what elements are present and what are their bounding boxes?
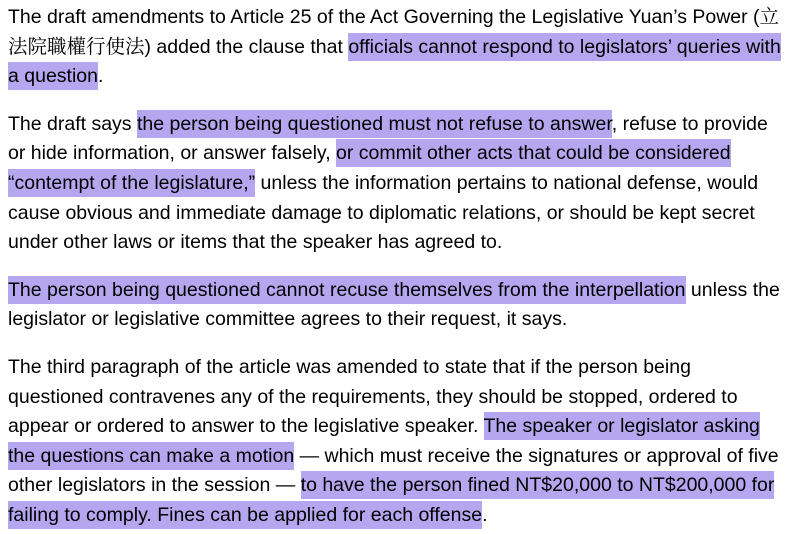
text-line xyxy=(8,412,783,442)
text-line xyxy=(8,110,783,140)
text-line xyxy=(8,305,783,335)
plain-text: , refuse to provide xyxy=(611,112,768,135)
text-line xyxy=(8,383,783,413)
highlighted-text: a question xyxy=(8,62,98,90)
text-line xyxy=(8,139,783,169)
highlighted-text: to have the person fined NT$20,000 to NT$200,000 for xyxy=(301,471,775,499)
plain-text: unless the xyxy=(685,278,780,301)
plain-text: 法院職權行使法) added the clause that xyxy=(8,35,349,58)
highlighted-text: or commit other acts that could be considered xyxy=(336,139,731,167)
text-line xyxy=(8,276,783,306)
text-line xyxy=(8,62,783,92)
plain-text: — which must receive the signatures or approval of five xyxy=(294,444,779,467)
text-line xyxy=(8,33,783,63)
highlighted-text: “contempt of the legislature,” xyxy=(8,169,255,197)
plain-text: The draft amendments to Article 25 of the Act Governing the Legislative Yuan’s Power (立 xyxy=(8,6,780,28)
text-line xyxy=(8,501,783,531)
plain-text: legislator or legislative committee agrees to their request, it says. xyxy=(8,308,568,331)
text-line xyxy=(8,228,783,258)
highlighted-text: The person being questioned cannot recuse themselves from the interpellation xyxy=(8,276,686,304)
text-line xyxy=(8,471,783,501)
plain-text: The third paragraph of the article was amended to state that if the person being xyxy=(8,355,691,378)
plain-text: cause obvious and immediate damage to diplomatic relations, or should be kept secret xyxy=(8,201,755,224)
highlighted-text: officials cannot respond to legislators’ queries with xyxy=(348,33,781,61)
plain-text: or hide information, or answer falsely, xyxy=(8,142,337,165)
paragraph xyxy=(8,276,783,335)
text-line xyxy=(8,353,783,383)
text-line xyxy=(8,169,783,199)
plain-text: under other laws or items that the speaker has agreed to. xyxy=(8,231,503,254)
paragraph xyxy=(8,3,783,92)
highlighted-text: the person being questioned must not refuse to answer xyxy=(137,110,612,138)
text-line xyxy=(8,3,783,33)
text-line xyxy=(8,199,783,229)
plain-text: questioned contravenes any of the requirements, they should be stopped, ordered to xyxy=(8,385,738,408)
plain-text: . xyxy=(98,65,104,88)
text-line xyxy=(8,442,783,472)
highlighted-text: failing to comply. Fines can be applied for each offense xyxy=(8,501,482,529)
plain-text: appear or ordered to answer to the legislative speaker. xyxy=(8,415,484,438)
plain-text: other legislators in the session — xyxy=(8,474,301,497)
highlighted-text: the questions can make a motion xyxy=(8,442,294,470)
paragraph xyxy=(8,353,783,531)
highlighted-text: The speaker or legislator asking xyxy=(484,412,760,440)
plain-text: The draft says xyxy=(8,112,137,135)
paragraph xyxy=(8,110,783,258)
plain-text: . xyxy=(482,503,488,526)
plain-text: unless the information pertains to national defense, would xyxy=(255,171,759,194)
